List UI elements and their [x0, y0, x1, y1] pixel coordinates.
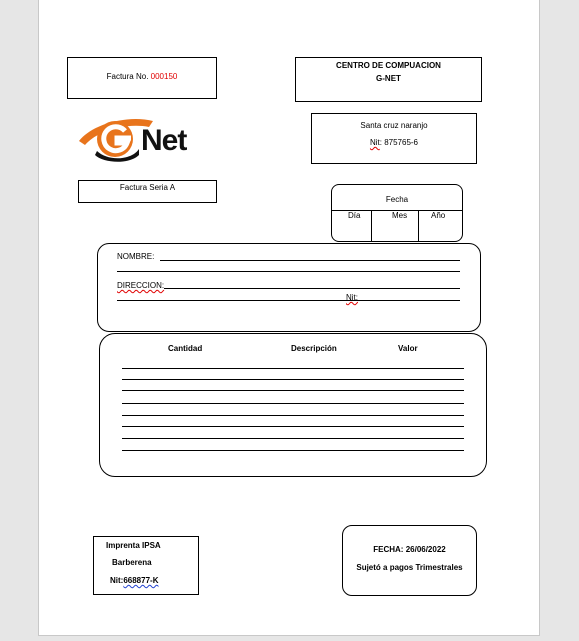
invoice-number-value: 000150: [150, 72, 178, 81]
document-page: [38, 0, 540, 636]
date-title: Fecha: [385, 195, 409, 204]
date-month-label: Mes: [392, 211, 408, 220]
company-box: [295, 57, 482, 102]
footer-note: Sujetó a pagos Trimestrales: [356, 563, 463, 572]
customer-address-line: [164, 288, 460, 289]
item-line: [122, 379, 464, 380]
customer-nit-line: [117, 300, 460, 301]
printer-city: Barberena: [112, 558, 152, 567]
date-col-divider-2: [418, 210, 419, 242]
date-year-label: Año: [431, 211, 446, 220]
item-line: [122, 426, 464, 427]
invoice-number-label: Factura No.: [106, 72, 149, 81]
printer-name: Imprenta IPSA: [106, 541, 161, 550]
printer-nit-value: 668877-K: [123, 576, 159, 585]
items-col-value: Valor: [398, 344, 418, 353]
date-box: [331, 184, 463, 242]
items-col-description: Descripción: [291, 344, 337, 353]
customer-name-label: NOMBRE:: [117, 252, 155, 261]
printer-box: [93, 536, 199, 595]
company-address: Santa cruz naranjo: [360, 121, 428, 130]
printer-nit-label: Nit:: [110, 576, 124, 585]
customer-name-line: [160, 260, 460, 261]
date-day-label: Día: [348, 211, 361, 220]
company-address-box: [311, 113, 477, 164]
invoice-series: Factura Seria A: [119, 183, 176, 192]
item-line: [122, 403, 464, 404]
company-nit-label: Nit: [369, 138, 380, 147]
item-line: [122, 368, 464, 369]
date-col-divider-1: [371, 210, 372, 242]
item-line: [122, 438, 464, 439]
invoice-series-box: [78, 180, 217, 203]
customer-address-label: DIRECCION:: [117, 281, 165, 290]
item-line: [122, 450, 464, 451]
customer-name-line-2: [117, 271, 460, 272]
item-line: [122, 390, 464, 391]
gnet-logo: [73, 111, 213, 163]
item-line: [122, 415, 464, 416]
items-col-quantity: Cantidad: [168, 344, 203, 353]
company-nit-value: : 875765-6: [379, 138, 419, 147]
company-short: G-NET: [376, 74, 401, 83]
customer-nit-label: Nit:: [346, 293, 358, 302]
customer-box: [97, 243, 481, 332]
footer-date: FECHA: 26/06/2022: [373, 545, 446, 554]
invoice-number-box: [67, 57, 217, 99]
footer-box: [342, 525, 477, 596]
company-name: CENTRO DE COMPUACION: [336, 61, 441, 70]
items-box: [99, 333, 487, 477]
logo-text: Net: [141, 124, 187, 157]
